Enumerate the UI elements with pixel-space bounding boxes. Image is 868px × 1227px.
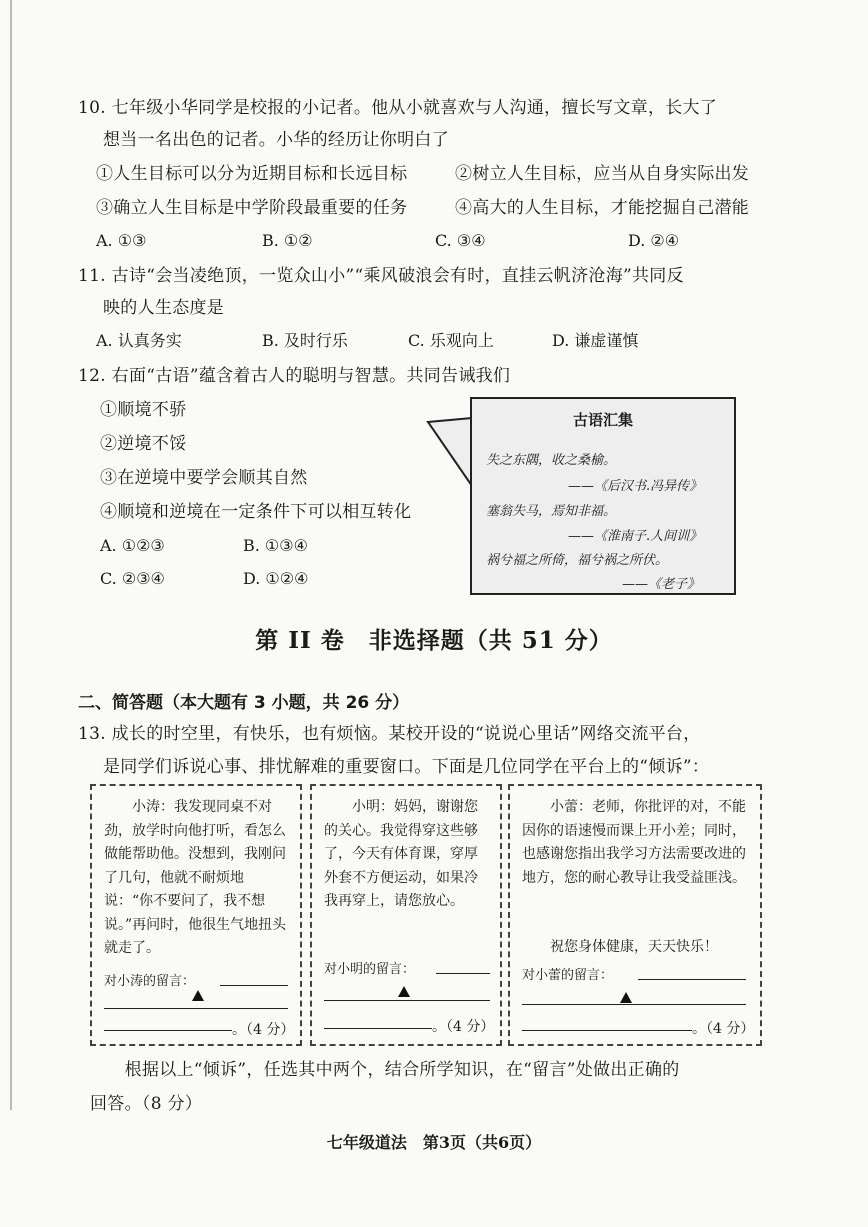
xiaolei-answer-line-2[interactable] (522, 1004, 746, 1005)
saying-line-1: 失之东隅，收之桑榆。 (486, 453, 617, 468)
q12-statement-2: ②逆境不馁 (100, 434, 187, 454)
q12-option-a: A. ①②③ (100, 536, 165, 555)
q10-statement-1: ①人生目标可以分为近期目标和长远目标 (96, 164, 408, 184)
q12-statement-3: ③在逆境中要学会顺其自然 (100, 468, 308, 488)
saying-source-3: ——《老子》 (622, 577, 701, 592)
xiaoming-answer-line-1[interactable] (436, 973, 490, 974)
q10-statement-2: ②树立人生目标，应当从自身实际出发 (455, 164, 750, 184)
q11-option-a: A. 认真务实 (96, 331, 182, 350)
xiaotao-message: 小涛：我发现同桌不对劲，放学时向他打听，看怎么做能帮助他。没想到，我刚问了几句，他就不耐烦地说：“你不要问了，我不想说。”再问时，他很生气地扭头就走了。 (104, 799, 287, 956)
saying-line-2: 塞翁失马，焉知非福。 (486, 504, 617, 519)
section-2-title: 第 II 卷 非选择题（共 51 分） (255, 627, 613, 654)
xiaoming-score: 。（4 分） (432, 1019, 495, 1035)
xiaotao-answer-line-1[interactable] (220, 985, 288, 986)
q12-option-b: B. ①③④ (243, 536, 308, 555)
xiaolei-message-closing: 祝您身体健康，天天快乐！ (522, 939, 718, 955)
saying-source-2: ——《淮南子.人间训》 (568, 529, 703, 544)
xiaotao-answer-line-2[interactable] (104, 1008, 288, 1009)
xiaolei-message-box (508, 784, 762, 1046)
q12-option-c: C. ②③④ (100, 569, 165, 588)
q10-option-d: D. ②④ (628, 231, 680, 250)
q11-option-c: C. 乐观向上 (408, 331, 494, 350)
q10-option-b: B. ①② (262, 231, 313, 250)
xiaolei-reply-label: 对小蕾的留言： (522, 968, 614, 983)
xiaotao-answer-line-3[interactable] (104, 1030, 232, 1031)
xiaoming-message: 小明：妈妈，谢谢您的关心。我觉得穿这些够了，今天有体育课，穿厚外套不方便运动，如果冷我再穿上，请您放心。 (324, 799, 478, 909)
q10-statement-3: ③确立人生目标是中学阶段最重要的任务 (96, 198, 408, 218)
q10-option-c: C. ③④ (435, 231, 486, 250)
xiaoming-message-box (310, 784, 502, 1046)
xiaotao-reply-label: 对小涛的留言： (104, 974, 196, 989)
xiaotao-message-box (90, 784, 302, 1046)
xiaoming-answer-line-2[interactable] (324, 1000, 490, 1001)
xiaotao-score: 。（4 分） (232, 1022, 295, 1038)
q12-option-d: D. ①②④ (243, 569, 309, 588)
xiaolei-message: 小蕾：老师，你批评的对，不能因你的语速慢而课上开小差；同时，也感谢您指出我学习方法需要改进的地方，您的耐心教导让我受益匪浅。 (522, 799, 746, 886)
xiaolei-answer-line-3[interactable] (522, 1030, 692, 1031)
q12-stem: 12. 右面“古语”蕴含着古人的聪明与智慧。共同告诫我们 (78, 366, 511, 386)
triangle-marker-icon (192, 990, 204, 1001)
q11-stem-line1: 11. 古诗“会当凌绝顶，一览众山小”“乘风破浪会有时，直挂云帆济沧海”共同反 (78, 266, 684, 286)
xiaolei-answer-line-1[interactable] (638, 979, 746, 980)
q13-stem-line2: 是同学们诉说心事、排忧解难的重要窗口。下面是几位同学在平台上的“倾诉”： (103, 757, 710, 777)
xiaoming-answer-line-3[interactable] (324, 1028, 432, 1029)
xiaolei-score: 。（4 分） (692, 1021, 755, 1037)
q10-statement-4: ④高大的人生目标，才能挖掘自己潜能 (455, 198, 750, 218)
speech-pointer (426, 412, 476, 492)
q13-instruction-line1: 根据以上“倾诉”，任选其中两个，结合所学知识，在“留言”处做出正确的 (90, 1060, 680, 1080)
q10-option-a: A. ①③ (96, 231, 147, 250)
q12-statement-4: ④顺境和逆境在一定条件下可以相互转化 (100, 502, 412, 522)
q13-stem-line1: 13. 成长的时空里，有快乐，也有烦恼。某校开设的“说说心里话”网络交流平台， (78, 724, 701, 744)
saying-line-3: 祸兮福之所倚，福兮祸之所伏。 (486, 553, 669, 568)
saying-source-1: ——《后汉书.冯异传》 (568, 479, 703, 494)
q13-instruction-line2: 回答。（8 分） (90, 1094, 203, 1114)
q11-option-d: D. 谦虚谨慎 (552, 331, 639, 350)
q10-stem-line1: 10. 七年级小华同学是校报的小记者。他从小就喜欢与人沟通，擅长写文章，长大了 (78, 98, 718, 118)
q10-stem-line2: 想当一名出色的记者。小华的经历让你明白了 (103, 130, 449, 150)
page-footer: 七年级道法 第3页（共6页） (326, 1133, 542, 1152)
triangle-marker-icon (620, 992, 632, 1003)
xiaoming-reply-label: 对小明的留言： (324, 962, 416, 977)
triangle-marker-icon (398, 986, 410, 997)
page-edge-line (10, 0, 12, 1110)
q12-statement-1: ①顺境不骄 (100, 400, 187, 420)
q11-stem-line2: 映的人生态度是 (103, 298, 225, 318)
short-answer-heading: 二、简答题（本大题有 3 小题，共 26 分） (78, 693, 410, 713)
ancient-sayings-title: 古语汇集 (572, 411, 633, 429)
q11-option-b: B. 及时行乐 (262, 331, 348, 350)
ancient-sayings-box (470, 397, 736, 595)
